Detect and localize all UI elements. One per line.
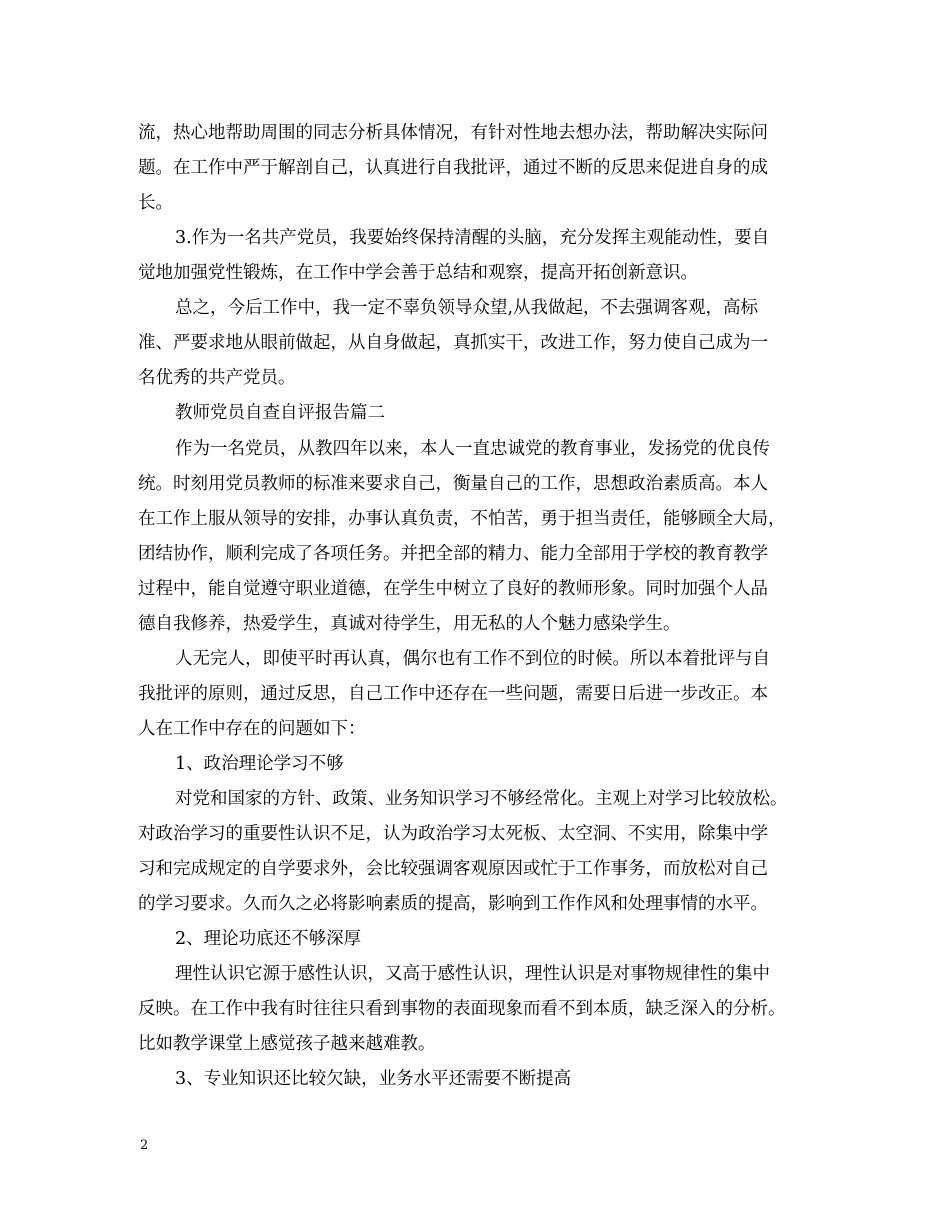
text-line-4: 3.作为一名共产党员，我要始终保持清醒的头脑，充分发挥主观能动性，要自	[175, 228, 770, 248]
subheading-3: 3、专业知识还比较欠缺，业务水平还需要不断提高	[175, 1069, 572, 1089]
text-line-22: 习和完成规定的自学要求外，会比较强调客观原因或忙于工作事务，而放松对自己	[138, 859, 768, 879]
text-line-18: 人在工作中存在的问题如下：	[138, 719, 366, 739]
text-line-25: 理性认识它源于感性认识，又高于感性认识，理性认识是对事物规律性的集中	[175, 964, 770, 984]
text-line-1: 流，热心地帮助周围的同志分析具体情况，有针对性地去想办法，帮助解决实际问	[138, 123, 768, 143]
text-line-13: 团结协作，顺利完成了各项任务。并把全部的精力、能力全部用于学校的教育教学	[138, 544, 768, 564]
text-line-20: 对党和国家的方针、政策、业务知识学习不够经常化。主观上对学习比较放松。	[175, 789, 788, 809]
text-line-5: 觉地加强党性锻炼，在工作中学会善于总结和观察，提高开拓创新意识。	[138, 263, 698, 283]
text-line-16: 人无完人，即使平时再认真，偶尔也有工作不到位的时候。所以本着批评与自	[175, 649, 770, 669]
text-line-23: 的学习要求。久而久之必将影响素质的提高，影响到工作作风和处理事情的水平。	[138, 894, 768, 914]
text-line-2: 题。在工作中严于解剖自己，认真进行自我批评，通过不断的反思来促进自身的成	[138, 158, 768, 178]
text-line-8: 名优秀的共产党员。	[138, 368, 296, 388]
text-line-10: 作为一名党员，从教四年以来，本人一直忠诚党的教育事业，发扬党的优良传	[175, 439, 770, 459]
section-heading: 教师党员自查自评报告篇二	[175, 403, 385, 423]
text-line-3: 长。	[138, 193, 173, 213]
text-line-14: 过程中，能自觉遵守职业道德，在学生中树立了良好的教师形象。同时加强个人品	[138, 579, 768, 599]
subheading-2: 2、理论功底还不够深厚	[175, 929, 362, 949]
page-number: 2	[140, 1138, 149, 1153]
text-line-15: 德自我修养，热爱学生，真诚对待学生，用无私的人个魅力感染学生。	[138, 614, 681, 634]
text-line-17: 我批评的原则，通过反思，自己工作中还存在一些问题，需要日后进一步改正。本	[138, 684, 768, 704]
subheading-1: 1、政治理论学习不够	[175, 754, 344, 774]
text-line-11: 统。时刻用党员教师的标准来要求自己，衡量自己的工作，思想政治素质高。本人	[138, 474, 768, 494]
text-line-21: 对政治学习的重要性认识不足，认为政治学习太死板、太空洞、不实用，除集中学	[138, 824, 768, 844]
text-line-12: 在工作上服从领导的安排，办事认真负责，不怕苦，勇于担当责任，能够顾全大局，	[138, 509, 786, 529]
text-line-27: 比如教学课堂上感觉孩子越来越难教。	[138, 1034, 436, 1054]
text-line-26: 反映。在工作中我有时往往只看到事物的表面现象而看不到本质，缺乏深入的分析。	[138, 999, 786, 1019]
text-line-7: 准、严要求地从眼前做起，从自身做起，真抓实干，改进工作，努力使自己成为一	[138, 333, 768, 353]
text-line-6: 总之，今后工作中，我一定不辜负领导众望,从我做起，不去强调客观，高标	[175, 298, 759, 318]
